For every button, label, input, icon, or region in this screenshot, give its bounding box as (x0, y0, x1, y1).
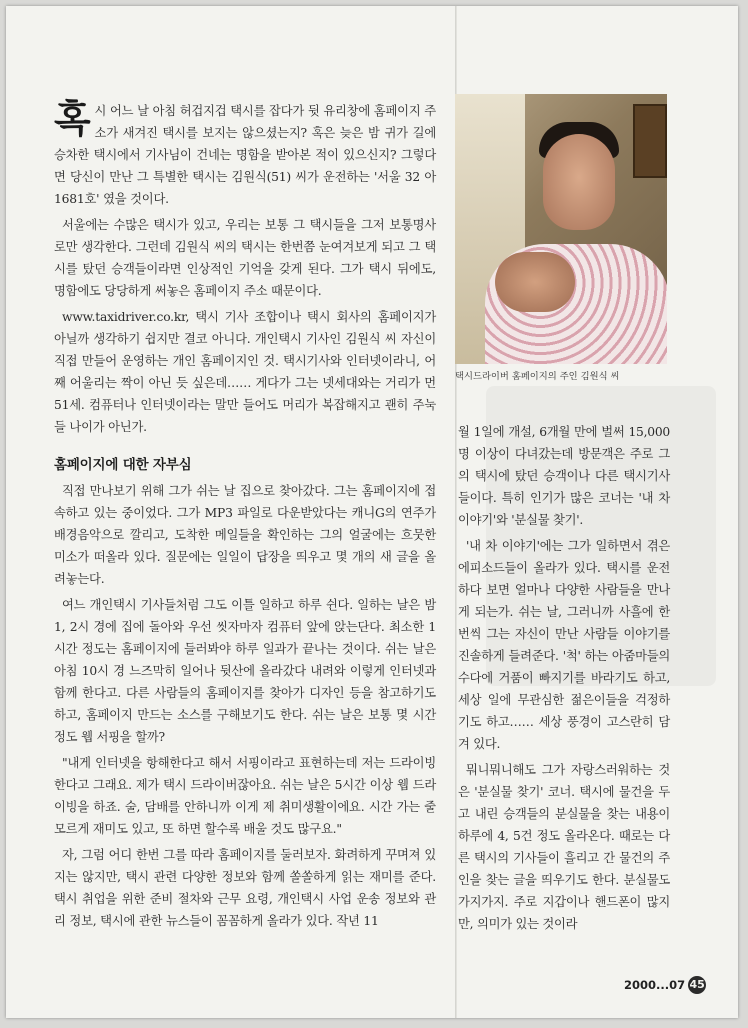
paragraph-6: "내게 인터넷을 항해한다고 해서 서핑이라고 표현하는데 저는 드라이빙 한다고 그래요. 제가 택시 드라이버잖아요. 쉬는 날은 5시간 이상 웹 드라이빙을 하죠. 술, 담배를 안하니까 이게 제 취미생활이에요. 시간 가는 줄 모르게 재미도 있고, 또 하면 할수록 배울 것도 많구요." (54, 756, 436, 836)
paragraph-9: '내 차 이야기'에는 그가 일하면서 겪은 에피소드들이 올라가 있다. 택시를 운전하다 보면 얼마나 다양한 사람들을 만나게 되는가. 쉬는 날, 그러니까 사흘에 한 번씩 그는 자신이 만난 사람들 이야기를 진솔하게 들려준다. '척' 하는 아줌마들의 수다에 거품이 빠지기를 바라기도 하고, 세상 일에 무관심한 젊은이들을 걱정하기도 하고…… 세상 풍경이 고스란히 담겨 있다. (458, 539, 670, 751)
paragraph-5: 여느 개인택시 기사들처럼 그도 이틀 일하고 하루 쉰다. 일하는 날은 밤 1, 2시 경에 집에 돌아와 우선 씻자마자 컴퓨터 앞에 앉는단다. 최소한 1시간 정도는 홈페이지에 들러봐야 하루 일과가 끝나는 것이다. 쉬는 날은 아침 10시 경 느즈막히 일어나 뒷산에 올라갔다 내려와 이렇게 인터넷과 함께 한다고. 다른 사람들의 홈페이지를 찾아가 디자인 등을 참고하기도 하고, 홈페이지 만드는 소스를 구해보기도 한다. 쉬는 날은 보통 몇 시간 정도 웹 서핑을 할까? (54, 598, 436, 744)
paragraph-1-text: 시 어느 날 아침 허겁지겁 택시를 잡다가 뒷 유리창에 홈페이지 주소가 새겨진 택시를 보지는 않으셨는지? 혹은 늦은 밤 귀가 길에 승차한 택시에서 기사님이 건네는 명함을 받아본 적이 있으신지? 그렇다면 당신이 만난 그 특별한 택시는 김원식(51) 씨가 운전하는 '서울 32 아 1681호' 였을 것이다. (54, 104, 436, 206)
paragraph-7: 자, 그럼 어디 한번 그를 따라 홈페이지를 둘러보자. 화려하게 꾸며져 있지는 않지만, 택시 관련 다양한 정보와 함께 쏠쏠하게 읽는 재미를 준다. 택시 취업을 위한 준비 절차와 근무 요령, 개인택시 사업 운송 정보와 관리 정보, 택시에 관한 뉴스들이 꼼꼼하게 올라가 있다. 작년 11 (54, 848, 436, 928)
portrait-photo (455, 94, 667, 364)
right-column (458, 421, 670, 939)
paragraph-8: 월 1일에 개설, 6개월 만에 벌써 15,000명 이상이 다녀갔는데 방문객은 주로 그의 택시에 탔던 승객이나 다른 택시기사들이다. 특히 인기가 많은 코너는 '내 차 이야기'와 '분실물 찾기'. (458, 425, 670, 527)
paragraph-4: 직접 만나보기 위해 그가 쉬는 날 집으로 찾아갔다. 그는 홈페이지에 접속하고 있는 중이었다. 그가 MP3 파일로 다운받았다는 캐니G의 연주가 배경음악으로 깔리고, 도착한 메일들을 확인하는 그의 얼굴에는 흐뭇한 미소가 떠올라 있다. 질문에는 일일이 답장을 띄우고 몇 개의 새 글을 올려놓는다. (54, 484, 436, 586)
page-number: 45 (688, 976, 706, 994)
paragraph-3: www.taxidriver.co.kr, 택시 기사 조합이나 택시 회사의 홈페이지가 아닐까 생각하기 쉽지만 결코 아니다. 개인택시 기사인 김원식 씨 자신이 직접 만들어 운영하는 개인 홈페이지인 것. 택시기사와 인터넷이라니, 어째 어울리는 짝이 아닌 듯 싶은데…… 게다가 그는 넷세대와는 거리가 먼 51세. 컴퓨터나 인터넷이라는 말만 들어도 머리가 복잡해지고 괜히 주눅 들 나이가 아닌가. (54, 310, 436, 434)
paragraph-2: 서울에는 수많은 택시가 있고, 우리는 보통 그 택시들을 그저 보통명사로만 생각한다. 그런데 김원식 씨의 택시는 한번쯤 눈여겨보게 되고 그 택시를 탔던 승객들이라면 인상적인 기억을 갖게 된다. 그가 택시 뒤에도, 명함에도 당당하게 써놓은 홈페이지 주소 때문이다. (54, 218, 436, 298)
photo-face (543, 134, 615, 230)
left-column (54, 96, 436, 936)
photo-wall-frame (633, 104, 667, 178)
paragraph-1 (54, 96, 436, 210)
photo-hands (495, 252, 575, 312)
photo-caption: 택시드라이버 홈페이지의 주인 김원식 씨 (455, 371, 620, 382)
magazine-page (6, 6, 738, 1018)
drop-cap: 혹 (54, 96, 91, 141)
section-subhead: 홈페이지에 대한 자부심 (54, 457, 192, 473)
issue-date: 2000...07 (624, 978, 686, 992)
paragraph-10: 뭐니뭐니해도 그가 자랑스러워하는 것은 '분실물 찾기' 코너. 택시에 물건을 두고 내린 승객들의 분실물을 찾는 내용이 하루에 4, 5건 정도 올라온다. 때로는 다른 택시의 기사들이 흘리고 간 물건의 주인을 찾는 글을 띄우기도 한다. 분실물도 가지가지. 주로 지갑이나 핸드폰이 많지만, 의미가 있는 것이라 (458, 763, 670, 931)
page-folio (624, 976, 706, 994)
